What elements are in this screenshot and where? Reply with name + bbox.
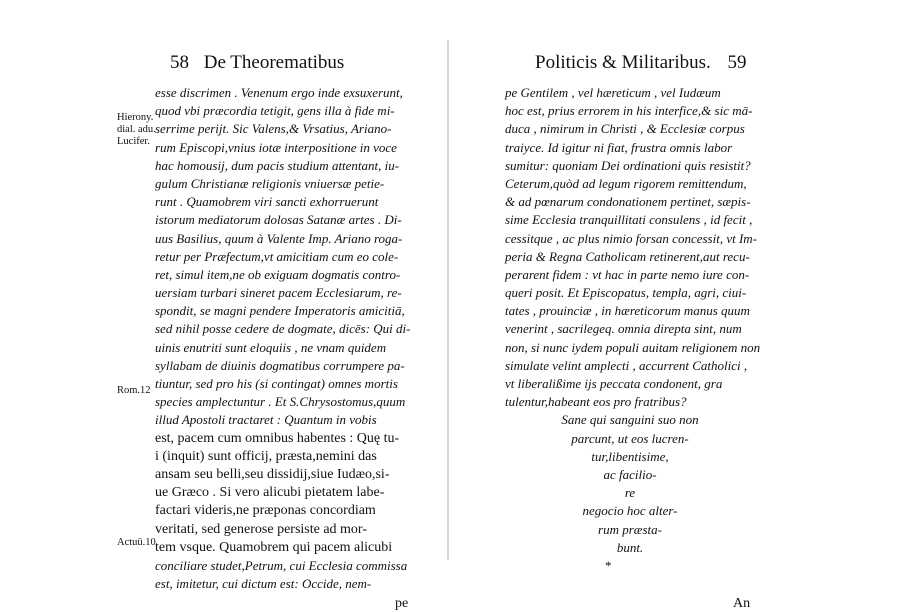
right-text-line: duca , nimirum in Christi , & Ecclesiæ corpus [505,121,745,137]
margin-note-hieronymus: Hierony. dial. adu. Lucifer. [117,112,156,147]
left-text-line: retur per Præfectum,vt amicitiam cum eo cole- [155,248,399,264]
right-text-line: tates , prouinciæ , in hæreticorum manus quum [505,303,750,319]
left-text-line: conciliare studet,Petrum, cui Ecclesia commissa [155,557,408,573]
right-text-line: non, si nunc iydem populi auitam religionem non [505,339,761,355]
left-text-line: rum Episcopi,vnius iotæ interpositione in voce [155,139,397,155]
right-text-line: & ad pœnarum condonationem pertinet, sæpis- [505,194,751,210]
left-text-line: esse discrimen . Venenum ergo inde exsuxerunt, [155,85,403,100]
left-text-line: species amplectuntur . Et S.Chrysostomus,quum [155,394,406,410]
right-text-line: pe Gentilem , vel hæreticum , vel Iudæum [505,85,721,100]
left-text-line: serrime perijt. Sic Valens,& Vrsatius, Ariano- [155,121,392,137]
right-text-line: cessitque , ac plus nimio forsan concessit, vt Im- [505,230,758,246]
left-text-line: i (inquit) sunt officij, præsta,nemini das [155,448,377,464]
right-text-line: simulate velint amplecti , accurrent Catholici , [505,357,748,373]
left-text-line: hac homousij, dum pacis studium attentant, iu- [155,157,400,173]
left-text-line: syllabam de diuinis dogmatibus corrumpere pa- [155,357,405,373]
book-gutter [447,40,449,560]
left-text-line: ue Græco . Si vero alicubi pietatem labe- [155,485,385,501]
right-text-line: bunt. [616,539,644,555]
margin-note-actuum: Actuū.10 [117,537,156,548]
left-catchword: pe [395,596,409,611]
left-text-line: ansam seu belli,seu dissidij,siue Iudæo,si- [155,466,390,482]
left-text-line: ret, simul item,ne ob exiguam dogmatis contro- [155,266,401,282]
left-text-line: runt . Quamobrem viri sancti exhorruerunt [155,194,379,210]
left-text-line: uinis enutriti sunt eloquiis , ne vnam quidem [155,339,387,355]
right-text-line: peria & Regna Catholicam retinerent,aut recu- [505,248,750,264]
right-text-line: sime Ecclesia tranquillitati consulens , id fecit , [505,212,753,228]
right-text-line: perarent fidem : vt hac in parte nemo iure con- [505,266,750,282]
left-text-line: tiuntur, sed pro his (si contingat) omnes mortis [155,376,398,391]
left-text-line: quod vbi præcordia tetigit, gens illa à fide mi- [155,103,395,119]
margin-note-rom: Rom.12 [117,385,151,396]
right-text-line: rum præsta- [598,521,662,537]
right-text-block [505,84,760,557]
left-text-line: factari videris,ne præponas concordiam [155,503,376,519]
right-text-line: negocio hoc alter- [582,503,678,519]
left-running-header [170,52,344,74]
left-page-number: 58 [170,52,189,73]
right-catchword: An [733,596,751,611]
left-text-line: veritati, sed generose persiste ad mor- [155,521,367,537]
right-text-line: hoc est, prius errorem in his interfice,& sic mā- [505,103,753,119]
left-running-head: De Theorematibus [203,52,345,73]
right-text-line: Ceterum,quòd ad legum rigorem remittendum, [505,175,747,191]
right-text-line: traiyce. Id igitur ni fiat, frustra omnis labor [505,139,733,155]
left-text-line: tem vsque. Quamobrem qui pacem alicubi [155,539,393,555]
left-text-line: istorum mediatorum dolosas Satanæ artes . Di- [155,212,402,228]
right-text-line: tulentur,habeant eos pro fratribus? [505,394,687,410]
left-text-line: sed nihil posse cedere de dogmate, dicēs: Qui di- [155,321,411,337]
right-text-line: parcunt, ut eos lucren- [571,430,689,446]
right-running-head: Politicis & Militaribus. [535,52,711,73]
right-text-line: queri posit. Et Episcopatus, templa, agri, ciui- [505,285,747,301]
right-page-number: 59 [727,52,747,73]
right-text-line: Sane qui sanguini suo non [561,412,699,428]
right-text-line: ac facilio- [603,466,657,482]
right-text-line: vt liberalißime ijs peccata condonent, gra [505,376,723,391]
left-text-line: est, pacem cum omnibus habentes : Quę tu- [155,430,400,446]
ornament-asterisk: * [605,558,612,573]
left-text-line: est, imitetur, cui dictum est: Occide, nem- [155,576,372,592]
right-running-header [535,52,747,74]
left-text-line: gulum Christianæ religionis vniuersæ petie- [155,175,385,191]
left-text-line: illud Apostoli tractaret : Quantum in vobis [155,412,377,428]
left-text-block [155,84,410,593]
left-text-line: spondit, se magni pendere Imperatoris amicitiā, [155,303,405,319]
right-text-line: venerint , sacrilegeq. omnia direpta sint, num [505,321,742,337]
right-text-line: sumitur: quoniam Dei ordinationi quis resistit? [505,157,751,173]
left-text-line: uersiam turbari sineret pacem Ecclesiarum, re- [155,285,402,301]
right-text-line: tur,libentisime, [591,448,669,464]
left-text-line: uus Basilius, quum à Valente Imp. Ariano roga- [155,230,403,246]
right-text-line: re [624,485,636,501]
